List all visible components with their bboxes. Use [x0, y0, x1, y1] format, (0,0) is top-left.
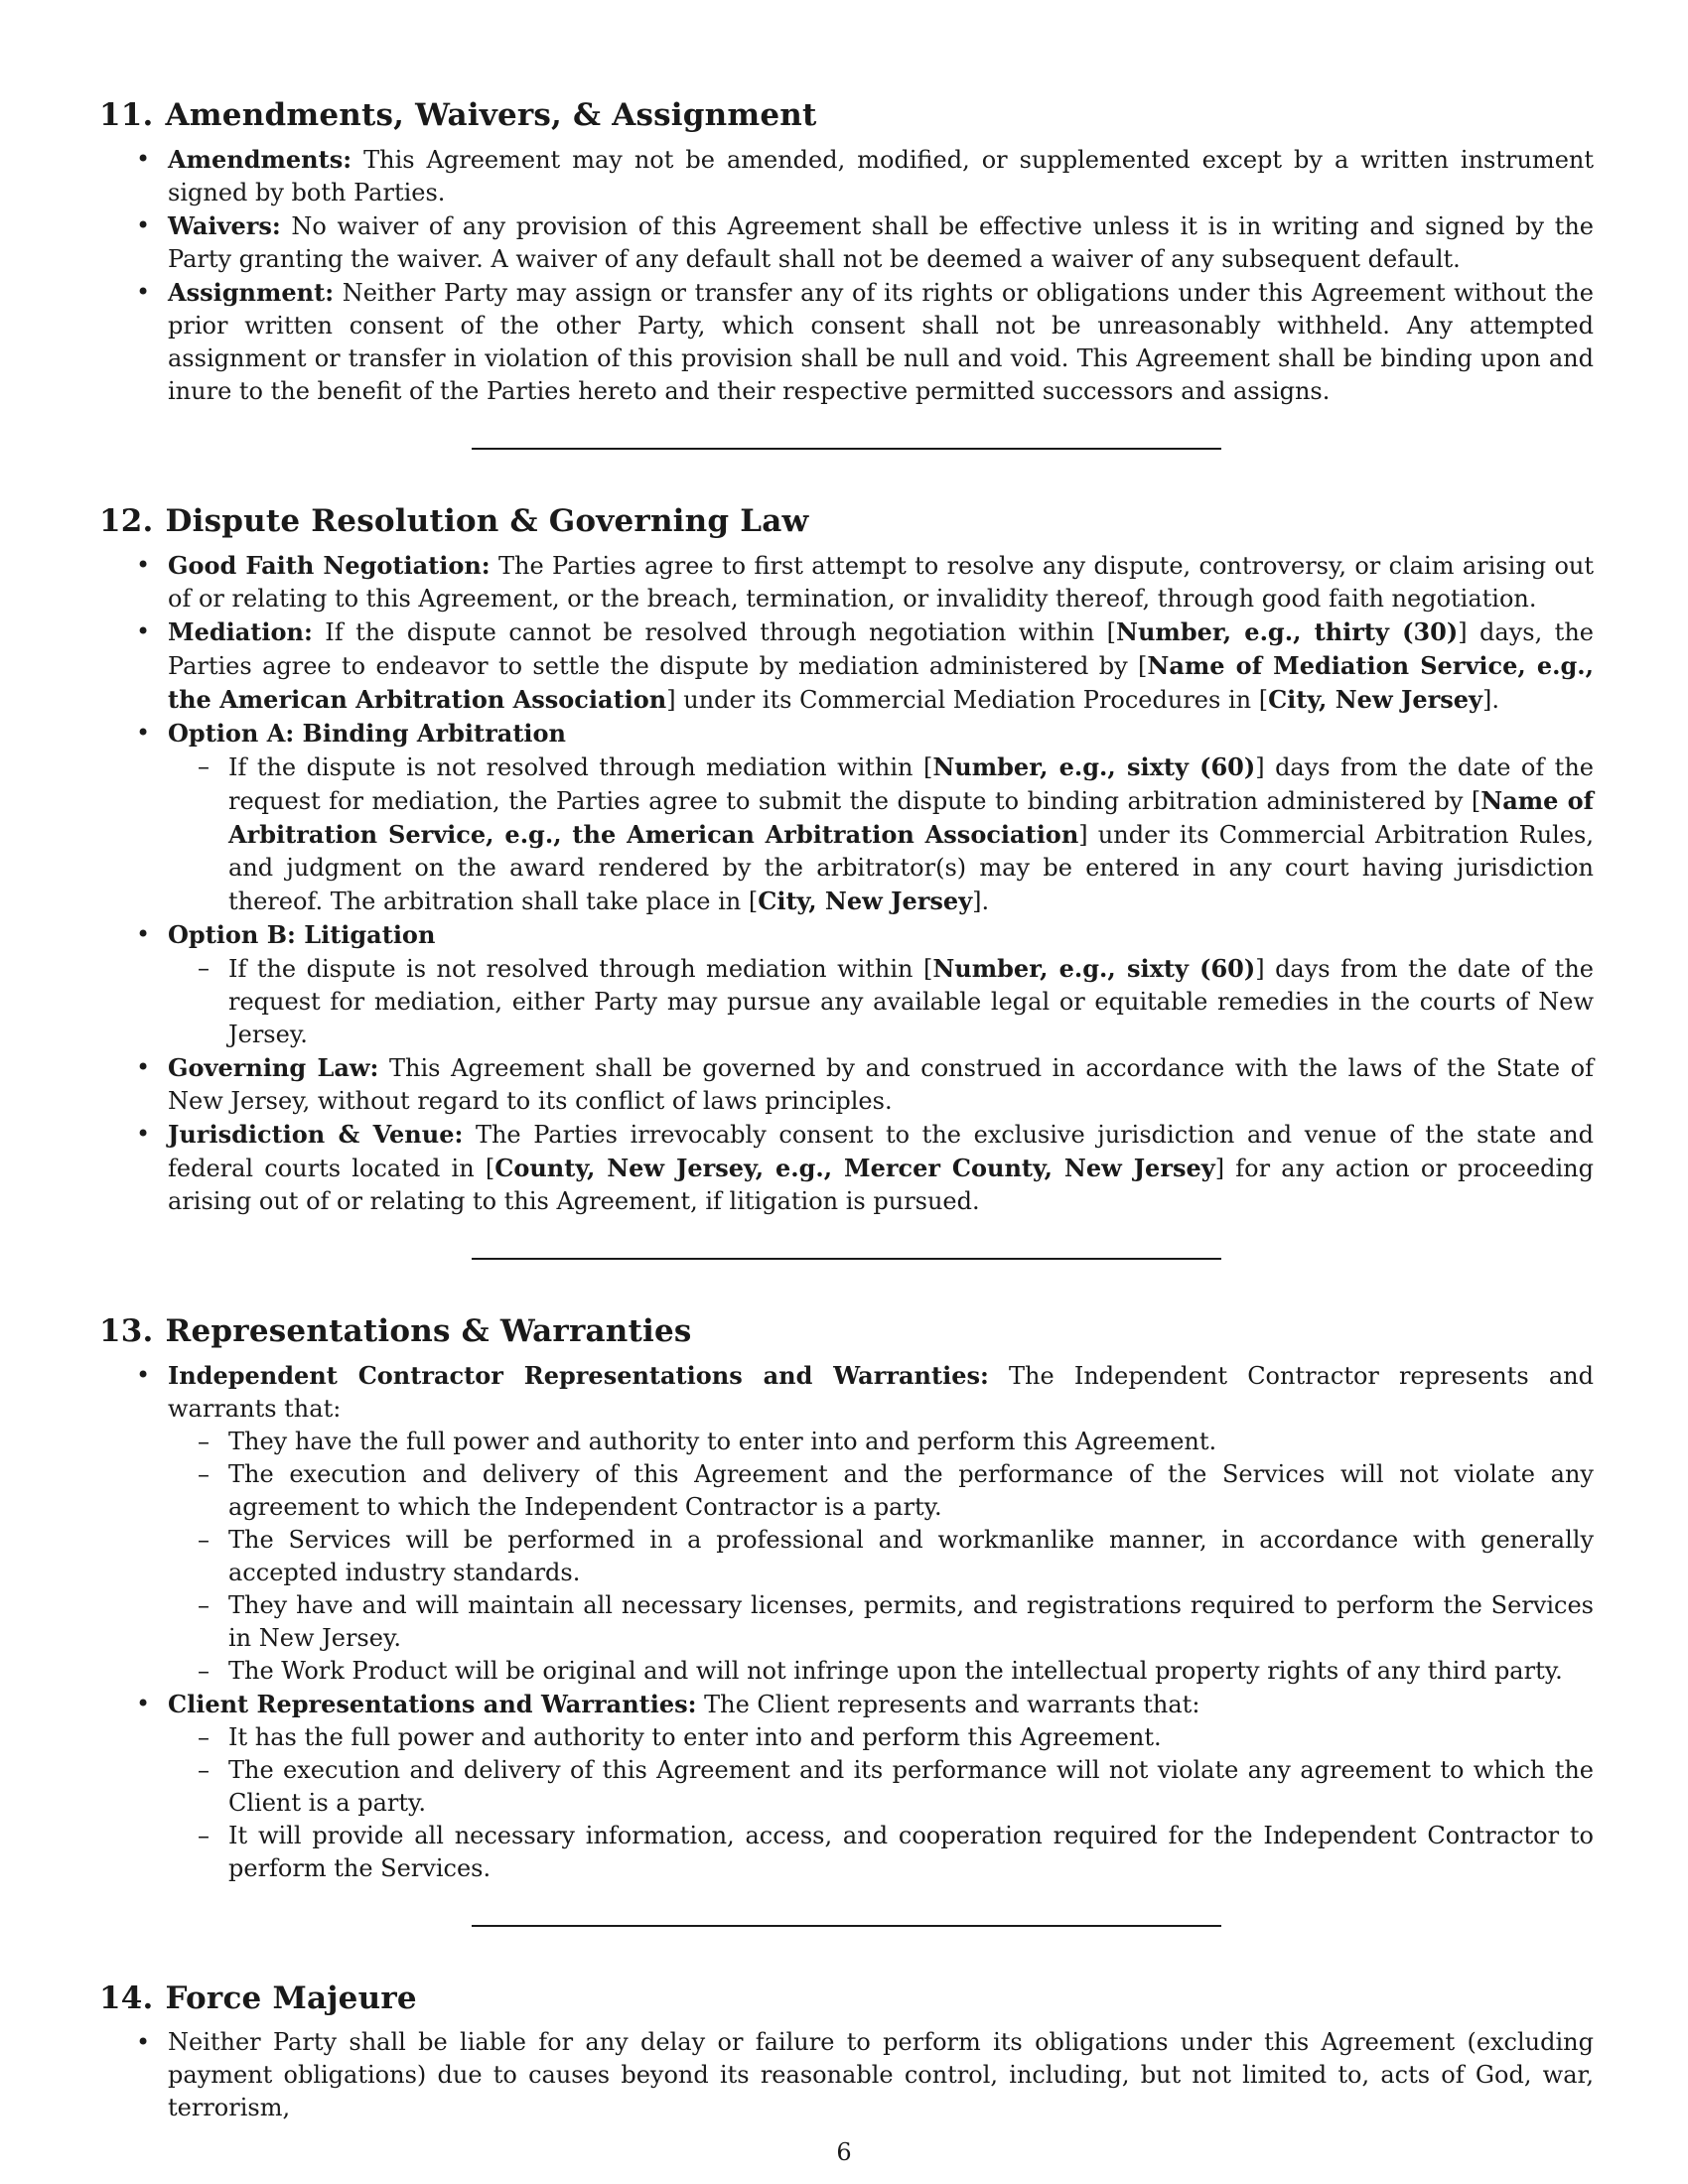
bullet-icon: •	[136, 145, 151, 173]
clause-option-b: • Option B: Litigation – If the dispute is not resolved through mediation within [Number, e.g., sixty (60)] days from the date of the request for mediation, either Party may pursue any available legal or equitable remedies in the courts of New Jersey.	[99, 918, 1594, 1051]
sub-clause-list	[168, 1721, 1594, 1885]
bullet-icon: •	[136, 1361, 151, 1389]
bullet-icon: •	[136, 278, 151, 306]
bullet-icon: •	[136, 719, 151, 747]
dash-icon: –	[198, 1460, 210, 1488]
section-13	[99, 1311, 1594, 1885]
dash-icon: –	[198, 752, 210, 780]
bullet-icon: •	[136, 1120, 151, 1148]
clause-list	[99, 549, 1594, 1218]
clause-good-faith: • Good Faith Negotiation: The Parties agree to first attempt to resolve any dispute, controversy, or claim arising out of or relating to this Agreement, or the breach, termination, or invalidity thereof, through good faith negotiation.	[136, 551, 1594, 613]
sub-clause: – They have and will maintain all necessary licenses, permits, and registrations required to perform the Services in New Jersey.	[198, 1591, 1594, 1652]
clause-jurisdiction: • Jurisdiction & Venue: The Parties irrevocably consent to the exclusive jurisdiction and venue of the state and federal courts located in [County, New Jersey, e.g., Mercer County, New Jersey] for any action or proceeding arising out of or relating to this Agreement, if litigation is pursued.	[136, 1120, 1595, 1215]
clause-amendments: • Amendments: This Agreement may not be amended, modified, or supplemented except by a written instrument signed by both Parties.	[136, 145, 1594, 206]
bullet-icon: •	[136, 211, 151, 239]
section-heading: 11. Amendments, Waivers, & Assignment	[99, 97, 817, 133]
sub-clause-list	[168, 751, 1594, 918]
dash-icon: –	[198, 1428, 210, 1455]
clause-governing-law: • Governing Law: This Agreement shall be governed by and construed in accordance with the laws of the State of New Jersey, without regard to its conflict of laws principles.	[136, 1053, 1594, 1115]
sub-clause: – The execution and delivery of this Agreement and its performance will not violate any agreement to which the Client is a party.	[198, 1756, 1594, 1817]
bullet-icon: •	[136, 551, 151, 579]
dash-icon: –	[198, 1756, 210, 1784]
clause-force-majeure: • Neither Party shall be liable for any delay or failure to perform its obligations under this Agreement (excluding payment obligations) due to causes beyond its reasonable control, including, but not limited to, acts of God, war, terrorism,	[136, 2028, 1594, 2121]
sub-clause: – They have the full power and authority to enter into and perform this Agreement.	[168, 1426, 1594, 1458]
sub-clause: – It will provide all necessary information, access, and cooperation required for the Independent Contractor to perform the Services.	[198, 1822, 1594, 1882]
clause-option-a: • Option A: Binding Arbitration – If the dispute is not resolved through mediation within [Number, e.g., sixty (60)] days from the date of the request for mediation, the Parties agree to submit the dispute to binding arbitration administered by [Name of Arbitration Service, e.g., the American Arbitration Association] under its Commercial Arbitration Rules, and judgment on the award rendered by the arbitrator(s) may be entered in any court having jurisdiction thereof. The arbitration shall take place in [City, New Jersey].	[99, 717, 1594, 918]
sub-clause: – If the dispute is not resolved through mediation within [Number, e.g., sixty (60)] days from the date of the request for mediation, the Parties agree to submit the dispute to binding arbitration administered by [Name of Arbitration Service, e.g., the American Arbitration Association] under its Commercial Arbitration Rules, and judgment on the award rendered by the arbitrator(s) may be entered in any court having jurisdiction thereof. The arbitration shall take place in [City, New Jersey].	[198, 752, 1594, 915]
section-heading: 14. Force Majeure	[99, 1980, 417, 2016]
sub-clause-list	[168, 1426, 1594, 1688]
clause-list	[99, 2026, 1594, 2124]
dash-icon: –	[198, 1657, 210, 1685]
bullet-icon: •	[136, 920, 151, 948]
document-page	[99, 95, 1594, 2124]
clause-mediation: • Mediation: If the dispute cannot be resolved through negotiation within [Number, e.g., thirty (30)] days, the Parties agree to endeavor to settle the dispute by mediation administered by [Name of Mediation Service, e.g., the American Arbitration Association] under its Commercial Mediation Procedures in [City, New Jersey].	[136, 617, 1594, 714]
bullet-icon: •	[136, 617, 151, 645]
bullet-icon: •	[136, 1690, 151, 1717]
clause-list	[99, 143, 1594, 408]
sub-clause: – The Services will be performed in a professional and workmanlike manner, in accordance with generally accepted industry standards.	[198, 1526, 1594, 1586]
section-14	[99, 1979, 1594, 2124]
bullet-icon: •	[136, 1053, 151, 1081]
bullet-icon: •	[136, 2028, 151, 2056]
clause-list	[99, 1359, 1594, 1885]
sub-clause: – If the dispute is not resolved through mediation within [Number, e.g., sixty (60)] days from the date of the request for mediation, either Party may pursue any available legal or equitable remedies in the courts of New Jersey.	[198, 954, 1594, 1048]
clause-waivers: • Waivers: No waiver of any provision of this Agreement shall be effective unless it is in writing and signed by the Party granting the waiver. A waiver of any default shall not be deemed a waiver of any subsequent default.	[136, 211, 1594, 273]
sub-clause: – The execution and delivery of this Agreement and the performance of the Services will not violate any agreement to which the Independent Contractor is a party.	[198, 1460, 1594, 1521]
section-heading: 13. Representations & Warranties	[99, 1313, 692, 1349]
dash-icon: –	[198, 1526, 210, 1554]
dash-icon: –	[198, 1723, 210, 1751]
section-heading: 12. Dispute Resolution & Governing Law	[99, 503, 809, 539]
page-number: 6	[836, 2138, 852, 2166]
dash-icon: –	[198, 1822, 210, 1849]
dash-icon: –	[198, 954, 210, 982]
clause-assignment: • Assignment: Neither Party may assign or transfer any of its rights or obligations under this Agreement without the prior written consent of the other Party, which consent shall not be unreasonably withheld. Any attempted assignment or transfer in violation of this provision shall be null and void. This Agreement shall be binding upon and inure to the benefit of the Parties hereto and their respective permitted successors and assigns.	[136, 278, 1594, 405]
sub-clause-list	[168, 952, 1594, 1051]
section-12	[99, 501, 1594, 1218]
sub-clause: – The Work Product will be original and will not infringe upon the intellectual property rights of any third party.	[168, 1655, 1594, 1688]
section-11	[99, 95, 1594, 408]
clause-client-warranties: • Client Representations and Warranties: The Client represents and warrants that: – It has the full power and authority to enter into and perform this Agreement. – The execution and delivery of this Agreement and its performance will not violate any agreement to which the Client is a party. – It will provide all necessary information, access, and cooperation required for the Independent Contractor to perform the Services.	[99, 1688, 1594, 1885]
sub-clause: – It has the full power and authority to enter into and perform this Agreement.	[168, 1721, 1594, 1754]
dash-icon: –	[198, 1591, 210, 1619]
clause-contractor-warranties: • Independent Contractor Representations and Warranties: The Independent Contractor represents and warrants that: – They have the full power and authority to enter into and perform this Agreement. – The execution and delivery of this Agreement and the performance of the Services will not violate any agreement to which the Independent Contractor is a party. – The Services will be performed in a professional and workmanlike manner, in accordance with generally accepted industry standards. – They have and will maintain all necessary licenses, permits, and registrations required to perform the Services in New Jersey. – The Work Product will be original and will not infringe upon the intellectual property rights of any third party.	[99, 1359, 1594, 1688]
